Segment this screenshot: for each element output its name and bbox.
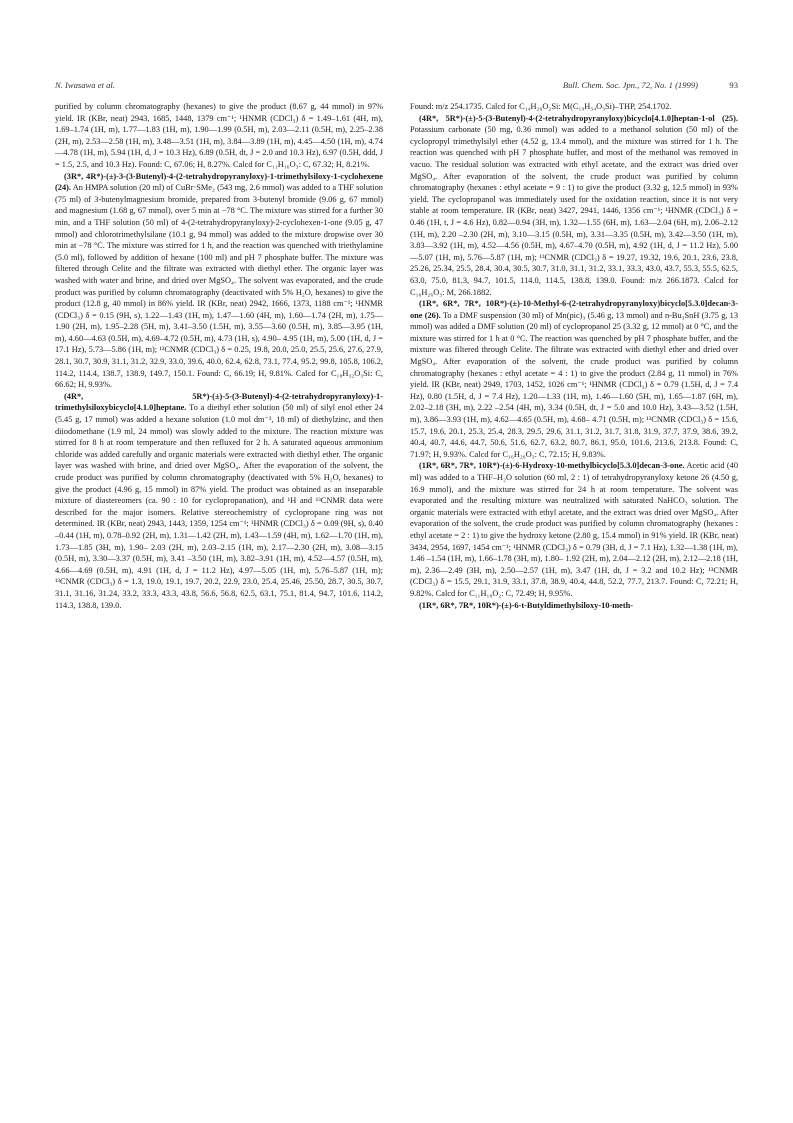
paragraph-text: To a diethyl ether solution (50 ml) of silyl enol ether 24 (5.45 g, 17 mmol) was added a hexane solution (1.0 mol dm⁻³, 18 ml) of diethylzinc, and then diiodomethane (1.9 ml, 24 mmol) was slowly added to the mixture. The reaction mixture was stirred for 8 h at room temperature and then refluxed for 2 h. A saturated aqueous ammonium chloride was added carefully and organic materials were extracted with diethyl ether. The organic layer was washed with brine, and dried over MgSO₄. After the evaporation of the solvent, the crude product was purified by column chromatography (deactivated with 5% H₂O, hexanes) to give the product (4.96 g, 15 mmol) in 87% yield. The product was obtained as an inseparable mixture of diastereomers (ca. 90 : 10 for cyclopropanation), and ¹H and ¹³CNMR data were described for the major isomers. Relative stereochemistry of cyclopropane ring was not determined. IR (KBr, neat) 2943, 1443, 1359, 1254 cm⁻¹; ¹HNMR (CDCl₃) δ = 0.09 (9H, s), 0.40 –0.44 (1H, m), 0.78–0.92 (2H, m), 1.31—1.42 (2H, m), 1.43—1.59 (4H, m), 1.62—1.70 (1H, m), 1.73—1.85 (3H, m), 1.90– 2.03 (2H, m), 2.03–2.15 (1H, m), 2.17—2.30 (2H, m), 3.08—3.15 (0.5H, m), 3.30—3.37 (0.5H, m), 3.41 –3.50 (1H, m), 3.82–3.91 (1H, m), 4.52—4.57 (0.5H, m), 4.66—4.69 (0.5H, m), 4.91 (1H, d, J = 11.2 Hz), 4.97—5.05 (1H, m), 5.76–5.87 (1H, m); ¹³CNMR (CDCl₃) δ = 1.3, 19.0, 19.1, 19.7, 20.2, 22.9, 23.0, 25.4, 25.46, 25.50, 28.7, 30.5, 30.7, 31.1, 31.16, 31.24, 33.2, 33.3, 43.3, 43.8, 56.6, 56.8, 62.5, 63.1, 75.1, 81.4, 94.7, 101.6, 114.2, 114.3, 138.8, 139.0. (55, 403, 383, 610)
paragraph-text: purified by column chromatography (hexanes) to give the product (8.67 g, 44 mmol) in 97% yield. IR (KBr, neat) 2943, 1685, 1448, 1379 cm⁻¹; ¹HNMR (CDCl₃) δ = 1.49–1.61 (4H, m), 1.69–1.74 (1H, m), 1.77—1.83 (1H, m), 1.90—1.99 (0.5H, m), 2.03—2.11 (0.5H, m), 2.25–2.38 (2H, m), 2.53—2.58 (1H, m), 3.48—3.51 (1H, m), 3.84—3.89 (1H, m), 4.45—4.50 (1H, m), 4.74—4.78 (1H, m), 5.94 (1H, d, J = 10.3 Hz), 6.89 (0.5H, dt, J = 2.0 and 10.3 Hz), 6.97 (0.5H, ddd, J = 1.5, 2.5, and 10.3 Hz). Found: C, 67.06; H, 8.27%. Calcd for C₁₁H₁₆O₃: C, 67.32; H, 8.21%. (55, 102, 383, 169)
paragraph (410, 101, 738, 113)
paragraph-text: Potassium carbonate (50 mg, 0.36 mmol) was added to a methanol solution (50 ml) of the cyclopropyl trimethylsilyl ether (4.52 g, 13.4 mmol), and the mixture was stirred for 1 h. The reaction was quenched with pH 7 phosphate buffer, and most of the methanol was removed in vacuo. The residual solution was extracted with ethyl acetate, and the extract was dried over MgSO₄. After evaporation of the solvent, the crude product was purified by column chromatography (hexanes : ethyl acetate = 9 : 1) to give the product (3.32 g, 12.5 mmol) in 93% yield. The cyclopropanol was immediately used for the oxidation reaction, since it is not very stable at room temperature. IR (KBr, neat) 3427, 2941, 1446, 1356 cm⁻¹; ¹HNMR (CDCl₃) δ = 0.46 (1H, t, J = 4.6 Hz), 0.82—0.94 (3H, m), 1.32—1.55 (6H, m), 1.63—2.04 (6H, m), 2.06–2.12 (1H, m), 2.20 –2.30 (2H, m), 3.10—3.15 (0.5H, m), 3.31—3.35 (0.5H, m), 3.42—3.50 (1H, m), 3.83—3.92 (1H, m), 4.52—4.56 (0.5H, m), 4.67–4.70 (0.5H, m), 4.92 (1H, d, J = 11.2 Hz), 5.00—5.07 (1H, m), 5.76—5.87 (1H, m); ¹³CNMR (CDCl₃) δ = 19.27, 19.32, 19.6, 20.1, 23.6, 23.8, 25.26, 25.34, 25.5, 28.4, 30.4, 30.5, 30.7, 31.0, 31.1, 31.2, 33.1, 33.3, 43.0, 43.7, 55.3, 55.5, 62.5, 63.0, 75.0, 81.3, 94.7, 101.5, 114.0, 114.5, 138.8, 139.0. Found: m/z 266.1873. Calcd for C₁₆H₂₆O₃: M, 266.1882. (410, 125, 738, 297)
paragraph (55, 391, 383, 611)
paragraph (55, 171, 383, 391)
compound-heading: (4R*, 5R*)-(±)-5-(3-Butenyl)-4-(2-tetrahydropyranyloxy)-1-trimethylsiloxybicyclo[4.1.0]heptane. (55, 391, 383, 413)
compound-heading: (3R*, 4R*)-(±)-3-(3-Butenyl)-4-(2-tetrahydropyranyloxy)-1-trimethylsiloxy-1-cyclohexene (24). (55, 171, 383, 193)
page-number: 93 (729, 80, 738, 90)
paragraph (410, 298, 738, 460)
running-head-authors: N. Iwasawa et al. (55, 80, 115, 90)
compound-heading: (1R*, 6R*, 7R*, 10R*)-(±)-6-t-Butyldimethylsiloxy-10-meth- (419, 600, 634, 610)
compound-heading: (4R*, 5R*)-(±)-5-(3-Butenyl)-4-(2-tetrahydropyranyloxy)bicyclo[4.1.0]heptan-1-ol (25). (419, 113, 738, 123)
paragraph-text: Acetic acid (40 ml) was added to a THF–H₂O solution (60 ml, 2 : 1) of tetrahydropyranyloxy ketone 26 (4.50 g, 16.9 mmol), and the mixture was stirred for 24 h at room temperature. The solvent was evaporated and the resulting mixture was neutralized with saturated NaHCO₃ solution. The organic materials were extracted with ethyl acetate, and the extract was dried over MgSO₄. After evaporation of the solvent, the crude product was purified by column chromatography (hexanes : ethyl acetate = 2 : 1) to give the hydroxy ketone (2.80 g, 15.4 mmol) in 91% yield. IR (KBr, neat) 3434, 2954, 1697, 1454 cm⁻¹; ¹HNMR (CDCl₃) δ = 0.79 (3H, d, J = 7.1 Hz), 1.32—1.38 (1H, m), 1.46 –1.54 (1H, m), 1.66–1.78 (3H, m), 1.80– 1.92 (2H, m), 2.04—2.12 (2H, m), 2.12—2.18 (1H, m), 2.36—2.49 (3H, m), 2.50—2.57 (1H, m), 3.47 (1H, dt, J = 3.2 and 10.2 Hz); ¹³CNMR (CDCl₃) δ = 15.5, 29.1, 31.9, 33.1, 37.8, 38.9, 40.4, 44.8, 52.2, 77.7, 213.7. Found: C, 72.21; H, 9.82%. Calcd for C₁₁H₁₈O₂: C, 72.49; H, 9.95%. (410, 461, 738, 598)
paragraph (410, 460, 738, 599)
paragraph-text: To a DMF suspension (30 ml) of Mn(pic)₃ (5.46 g, 13 mmol) and n-Bu₃SnH (3.75 g, 13 mmol) was added a DMF solution (20 ml) of cyclopropanol 25 (3.32 g, 12 mmol) at 0 °C, and the mixture was stirred for 1 h at 0 °C. The reaction was quenched by pH 7 phosphate buffer, and the mixture was filtered through Celite. The filtrate was extracted with diethyl ether and dried over MgSO₄. After evaporation of the solvent, the crude product was purified by column chromatography (hexanes : ethyl acetate = 4 : 1) to give the product (2.84 g, 11 mmol) in 76% yield. IR (KBr, neat) 2949, 1703, 1452, 1026 cm⁻¹; ¹HNMR (CDCl₃) δ = 0.79 (1.5H, d, J = 7.4 Hz), 0.80 (1.5H, d, J = 7.4 Hz), 1.20—1.33 (1H, m), 1.46—1.60 (5H, m), 1.65—1.87 (6H, m), 2.02–2.18 (3H, m), 2.22 –2.54 (4H, m), 3.34 (0.5H, dt, J = 5.0 and 10.0 Hz), 3.43—3.52 (1.5H, m), 3.86—3.93 (1H, m), 4.62—4.65 (0.5H, m), 4.68– 4.71 (0.5H, m); ¹³CNMR (CDCl₃) δ = 15.6, 15.7, 19.6, 20.1, 25.3, 25.4, 28.3, 29.5, 29.6, 31.1, 31.2, 31.7, 31.8, 31.9, 37.7, 37.9, 38.6, 39.2, 40.4, 40.7, 44.6, 44.7, 50.6, 51.6, 62.7, 63.2, 80.7, 86.1, 95.0, 101.6, 213.6, 213.8. Found: C, 71.97; H, 9.93%. Calcd for C₁₆H₂₆O₃: C, 72.15; H, 9.83%. (410, 310, 739, 459)
right-column (410, 101, 738, 611)
compound-heading: (1R*, 6R*, 7R*, 10R*)-(±)-6-Hydroxy-10-methylbicyclo[5.3.0]decan-3-one. (419, 461, 685, 471)
paragraph-text: Found: m/z 254.1735. Calcd for C₁₄H₂₆O₂Si: M(C₁₉H₃₄O₃Si)–THP, 254.1702. (410, 102, 672, 111)
running-head-journal: Bull. Chem. Soc. Jpn., 72, No. 1 (1999) (562, 80, 698, 90)
compound-heading: (1R*, 6R*, 7R*, 10R*)-(±)-10-Methyl-6-(2-tetrahydropyranyloxy)bicyclo[5.3.0]decan-3-one (26). (410, 299, 738, 320)
paragraph (55, 101, 383, 171)
running-head (55, 80, 738, 94)
left-column (55, 101, 383, 611)
paragraph-text: An HMPA solution (20 ml) of CuBr·SMe₂ (543 mg, 2.6 mmol) was added to a THF solution (75 ml) of 3-butenylmagnesium bromide, prepared from 3-butenyl bromide (9.06 g, 67 mmol) and magnesium (1.68 g, 67 mmol), over 5 min at −78 °C. The mixture was stirred for a further 30 min, and a THF solution (50 ml) of 4-(2-tetrahydropyranyloxy)-2-cyclohexen-1-one (9.05 g, 47 mmol) and chlorotrimethylsilane (10.1 g, 94 mmol) was added to the mixture dropwise over 30 min at −78 °C. The mixture was stirred for 1 h, and the reaction was quenched with triethylamine (5.0 ml), followed by addition of hexane (100 ml) and pH 7 phosphate buffer. The mixture was filtered through Celite and the filtrate was extracted with diethyl ether. The organic layer was washed with water and brine, and dried over MgSO₄. The solvent was evaporated, and the crude product was purified by column chromatography (deactivated with 5% H₂O, hexanes) to give the product (12.8 g, 40 mmol) in 86% yield. IR (KBr, neat) 2942, 1666, 1373, 1188 cm⁻¹; ¹HNMR (CDCl₃) δ = 0.15 (9H, s), 1.22—1.43 (1H, m), 1.47—1.60 (4H, m), 1.60—1.74 (2H, m), 1.75—1.90 (2H, m), 1.95–2.28 (5H, m), 3.41–3.50 (1.5H, m), 3.55—3.60 (0.5H, m), 3.85—3.95 (1H, m), 4.60—4.63 (0.5H, m), 4.69–4.72 (0.5H, m), 4.73 (1H, s), 4.90– 4.95 (1H, m), 5.00 (1H, d, J = 17.1 Hz), 5.73—5.86 (1H, m); ¹³CNMR (CDCl₃) δ = 0.25, 19.8, 20.0, 25.0, 25.5, 25.6, 27.6, 27.9, 28.1, 30.7, 30.9, 31.1, 31.2, 32.9, 33.0, 39.6, 40.0, 62.4, 62.8, 73.1, 77.4, 95.2, 99.8, 105.8, 106.2, 114.2, 114.4, 138.7, 138.9, 149.7, 150.1. Found: C, 66.19; H, 9.81%. Calcd for C₁₈H₃₂O₃Si: C, 66.62; H, 9.93%. (55, 183, 383, 390)
paragraph (410, 113, 738, 299)
paragraph (410, 600, 738, 612)
